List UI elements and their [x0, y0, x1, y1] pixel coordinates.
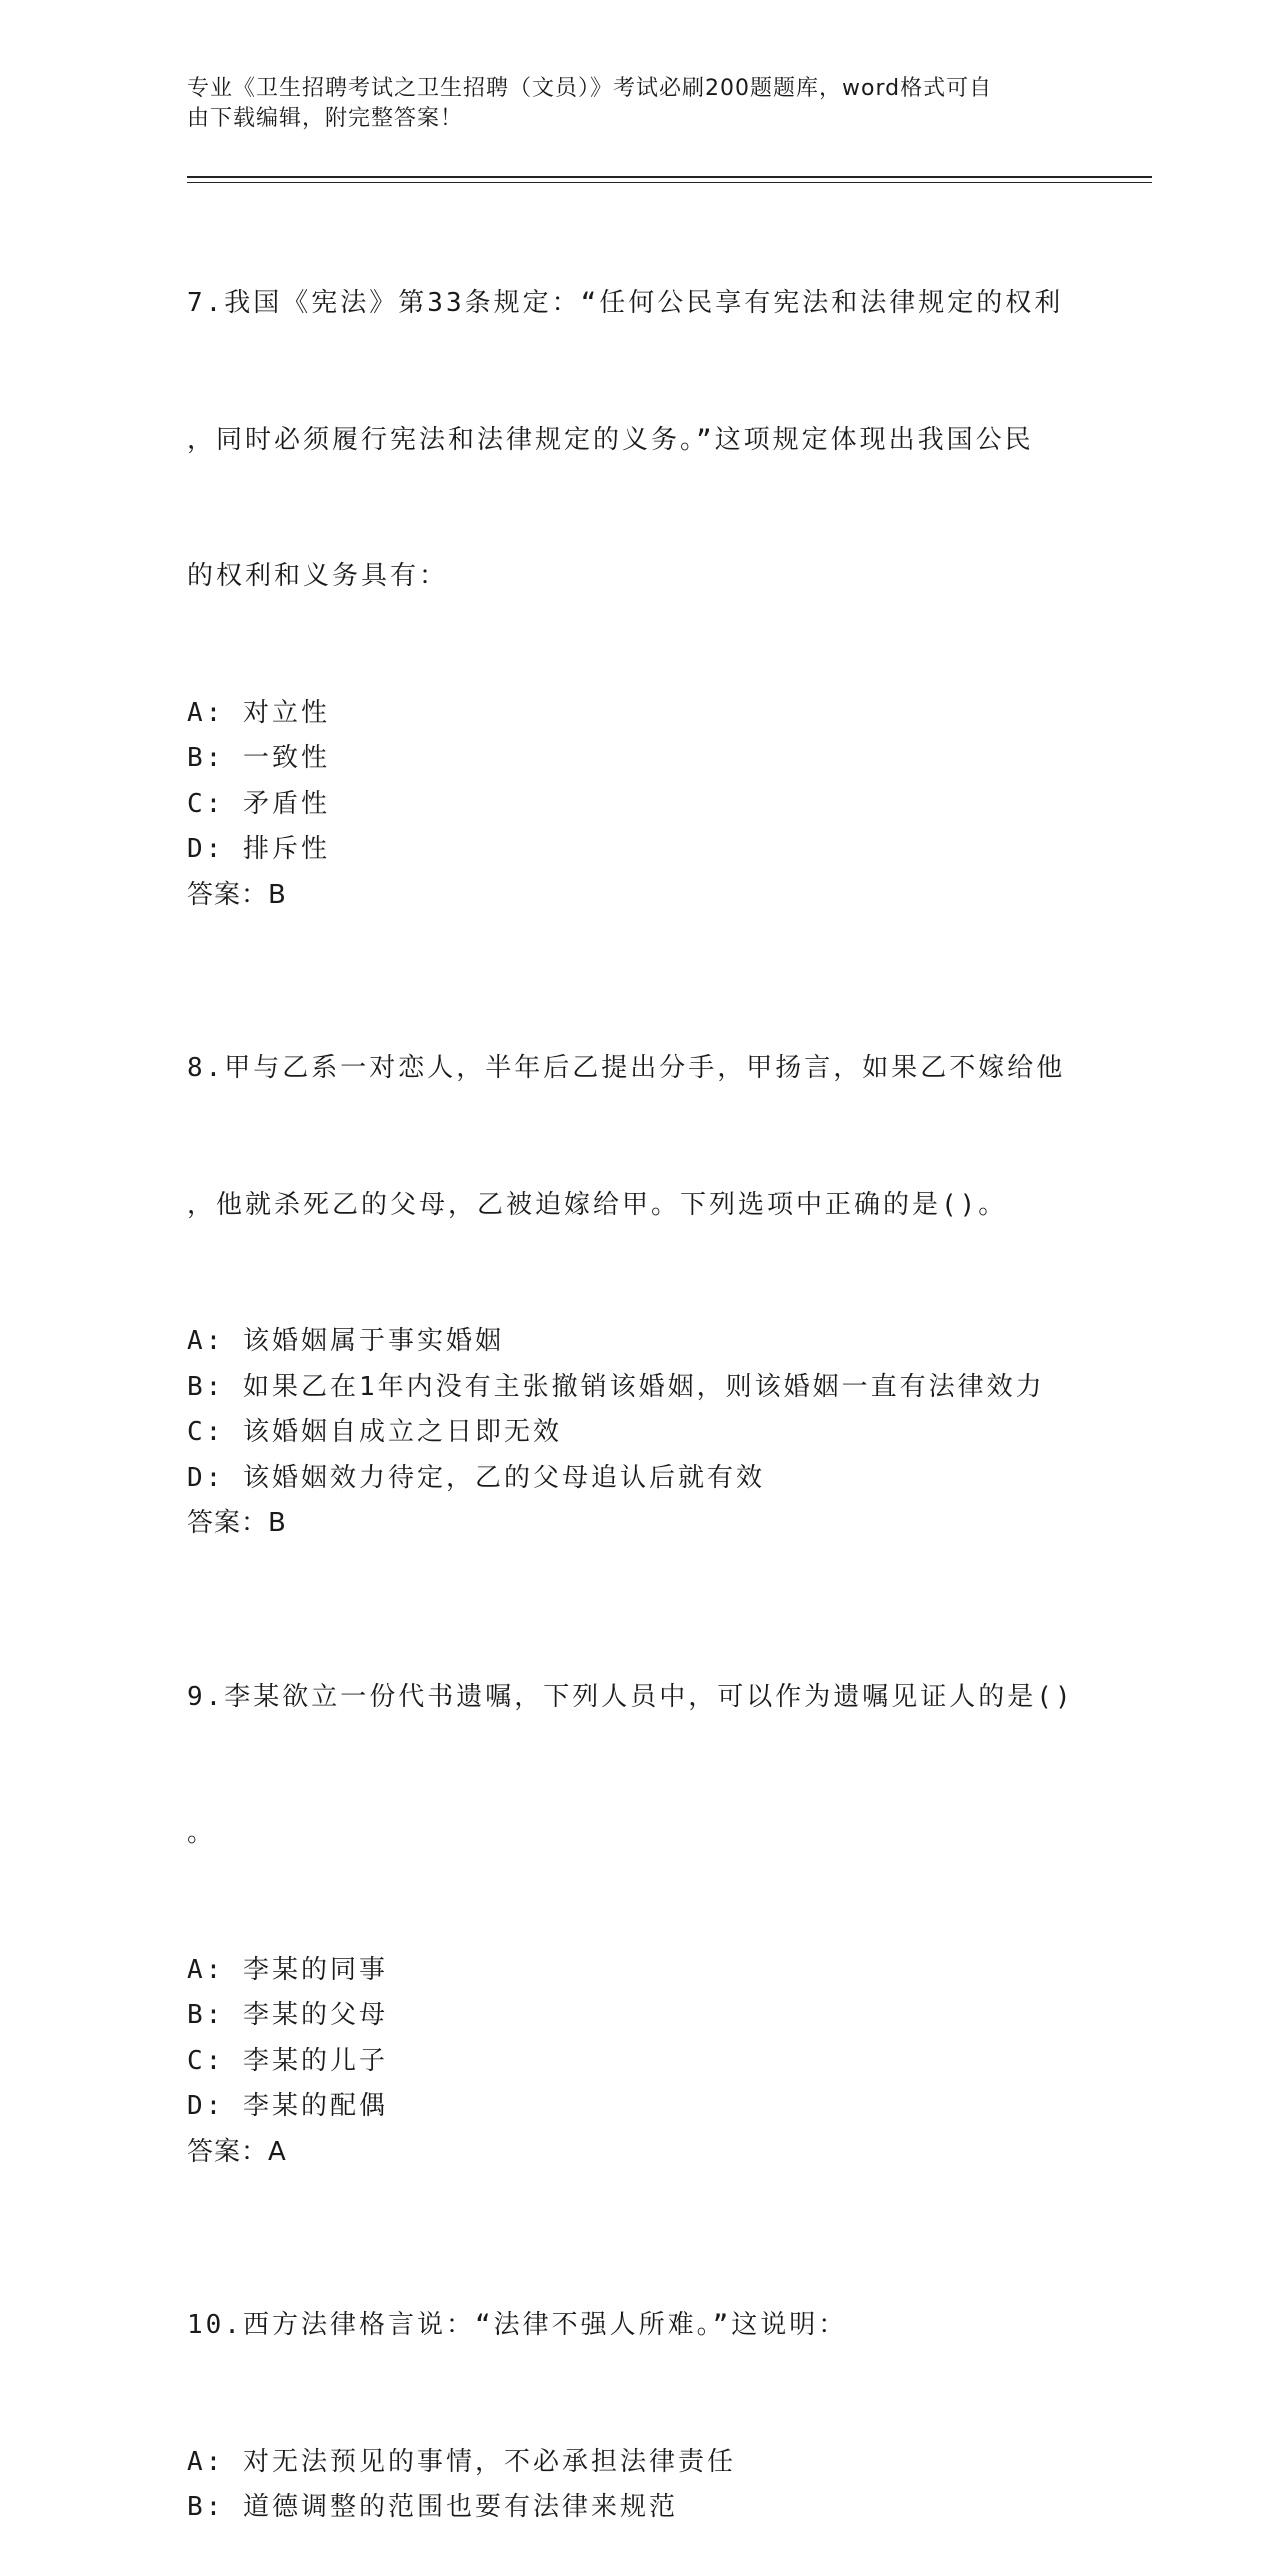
question-line: 9.李某欲立一份代书遗嘱，下列人员中，可以作为遗嘱见证人的是() [187, 1681, 1074, 1712]
question-text [187, 2212, 1087, 2440]
option-a: A: 对无法预见的事情，不必承担法律责任 [187, 2446, 736, 2477]
option-a: A: 李某的同事 [187, 1954, 388, 1985]
question-line: 10.西方法律格言说：“法律不强人所难。”这说明： [187, 2310, 848, 2340]
question-line: ，同时必须履行宪法和法律规定的义务。”这项规定体现出我国公民 [187, 424, 1034, 455]
question-item [187, 190, 1087, 918]
option-d: D: 排斥性 [187, 834, 330, 864]
header-line-2: 由下载编辑，附完整答案！ [187, 106, 464, 131]
option-b: B: 李某的父母 [187, 2000, 388, 2030]
question-line: ，他就杀死乙的父母，乙被迫嫁给甲。下列选项中正确的是()。 [187, 1189, 1008, 1220]
option-d: D: 李某的配偶 [187, 2091, 388, 2121]
question-line: 8.甲与乙系一对恋人，半年后乙提出分手，甲扬言，如果乙不嫁给他 [187, 1053, 1066, 1083]
question-line: 7.我国《宪法》第33条规定：“任何公民享有宪法和法律规定的权利 [187, 288, 1064, 318]
question-item [187, 1584, 1087, 2176]
document-header [187, 74, 1067, 134]
option-c: C: 李某的儿子 [187, 2045, 388, 2076]
header-line-1: 专业《卫生招聘考试之卫生招聘（文员）》考试必刷200题题库，word格式可自 [187, 76, 993, 101]
question-text [187, 190, 1087, 691]
answer-line: 答案：B [187, 1508, 287, 1538]
option-b: B: 一致性 [187, 743, 330, 773]
question-line: 的权利和义务具有： [187, 561, 449, 591]
question-item [187, 955, 1087, 1547]
option-b: B: 如果乙在1年内没有主张撤销该婚姻，则该婚姻一直有法律效力 [187, 1371, 1045, 1402]
option-c: C: 该婚姻自成立之日即无效 [187, 1417, 562, 1447]
answer-line: 答案：B [187, 879, 287, 910]
question-text [187, 1584, 1087, 1948]
answer-line: 答案：A [187, 2136, 287, 2167]
question-list [187, 190, 1087, 2568]
option-c: C: 矛盾性 [187, 788, 330, 819]
option-a: A: 该婚姻属于事实婚姻 [187, 1326, 504, 1356]
question-line: 。 [187, 1818, 217, 1848]
header-divider-thick [187, 176, 1152, 178]
option-a: A: 对立性 [187, 697, 330, 728]
option-d: D: 该婚姻效力待定，乙的父母追认后就有效 [187, 1462, 765, 1493]
header-divider-thin [187, 182, 1152, 183]
question-item [187, 2212, 1087, 2531]
option-b: B: 道德调整的范围也要有法律来规范 [187, 2492, 678, 2522]
question-text [187, 955, 1087, 1319]
